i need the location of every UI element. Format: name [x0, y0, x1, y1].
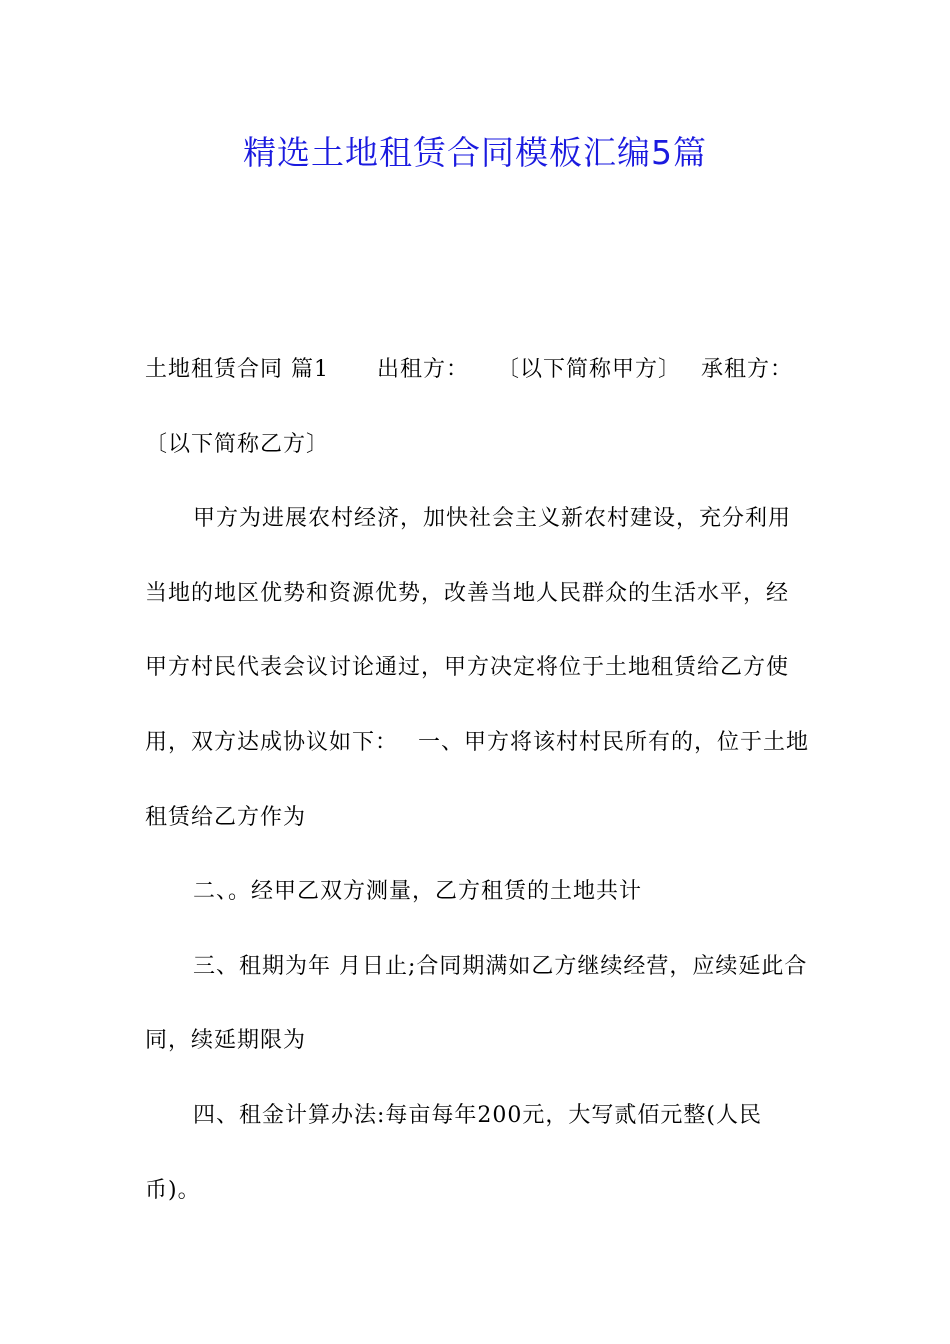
clause-2: 二、。经甲乙双方测量，乙方租赁的土地共计	[193, 879, 643, 905]
paragraph-purpose	[145, 482, 810, 855]
lessor-note: 〔以下简称甲方〕	[497, 357, 682, 382]
document-body	[145, 333, 810, 1228]
lessor-label: 出租方：	[377, 357, 470, 382]
lessee-label: 承租方：	[701, 357, 794, 382]
section-heading: 土地租赁合同 篇1	[145, 357, 329, 382]
lessee-note: 〔以下简称乙方〕	[145, 431, 330, 457]
clause-1-text: 一、甲方将该村村民所有的，位于土地租赁给乙方作为	[145, 729, 810, 830]
paragraph-purpose-text: 甲方为进展农村经济，加快社会主义新农村建设，充分利用当地的地区优势和资源优势，改善当地人民群众的生活水平，经甲方村民代表会议讨论通过，甲方决定将位于土地租赁给乙方使用，双方达成协议如下：	[145, 506, 792, 755]
clause-3: 三、租期为年 月日止;合同期满如乙方继续经营，应续延此合同，续延期限为	[145, 953, 808, 1054]
document-title: 精选土地租赁合同模板汇编5篇	[243, 133, 707, 172]
clause-4: 四、租金计算办法:每亩每年200元，大写贰佰元整(人民币)。	[145, 1102, 762, 1203]
intro-paragraph	[145, 333, 810, 482]
